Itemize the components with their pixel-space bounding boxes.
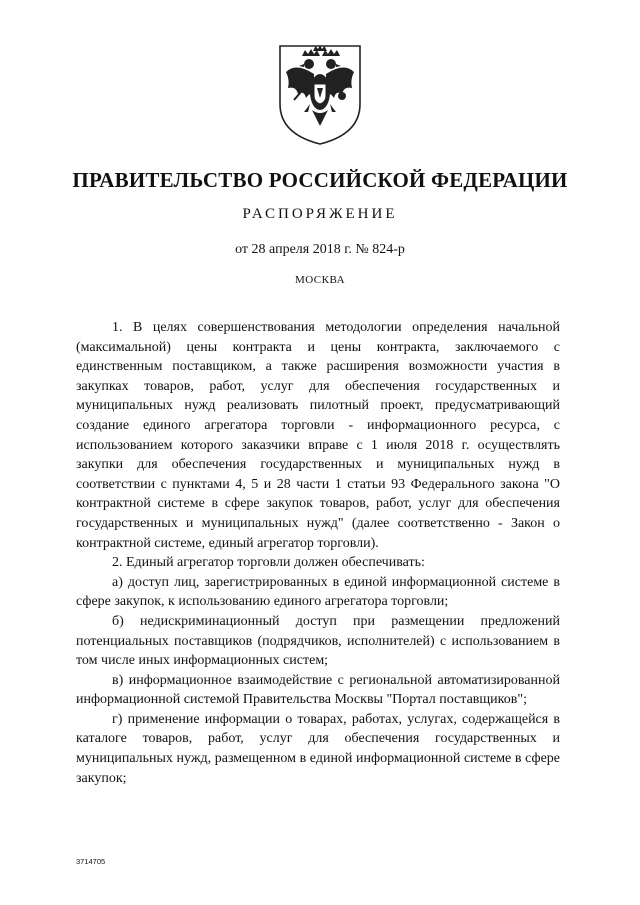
paragraph-2a: а) доступ лиц, зарегистрированных в единой информационной системе в сфере закупок, к использованию единого агрегатора торговли; xyxy=(76,574,560,610)
paragraph-2g: г) применение информации о товарах, работах, услугах, содержащейся в каталоге товаров, работ, услуг для обеспечения государственных и муниципальных нужд, размещенном в единой информационной системе в сфере закупок; xyxy=(76,711,560,786)
paragraph-2v: в) информационное взаимодействие с региональной автоматизированной информационной системой Правительства Москвы "Портал поставщиков"; xyxy=(76,672,560,708)
paragraph-1: 1. В целях совершенствования методологии определения начальной (максимальной) цены контракта и цены контракта, заключаемого с единственным поставщиком, а также расширения возможности участия в закупках товаров, работ, услуг для обеспечения государственных и муниципальных нужд реализовать пилотный проект, предусматривающий создание единого агрегатора торговли - информационного ресурса, с использованием которого заказчики вправе с 1 июля 2018 г. осуществлять закупки для обеспечения государственных и муниципальных нужд в соответствии с пунктами 4, 5 и 28 части 1 статьи 93 Федерального закона "О контрактной системе в сфере закупок товаров, работ, услуг для обеспечения государственных и муниципальных нужд" (далее соответственно - Закон о контрактной системе, единый агрегатор торговли). xyxy=(76,320,560,551)
government-title: ПРАВИТЕЛЬСТВО РОССИЙСКОЙ ФЕДЕРАЦИИ xyxy=(72,168,568,192)
document-body xyxy=(76,318,560,788)
document-barcode-id: 3714705 xyxy=(76,857,106,866)
paragraph-2: 2. Единый агрегатор торговли должен обеспечивать: xyxy=(112,555,425,571)
document-date-number: от 28 апреля 2018 г. № 824-р xyxy=(235,242,405,257)
document-type: РАСПОРЯЖЕНИЕ xyxy=(242,206,398,222)
document-place: МОСКВА xyxy=(294,274,346,286)
russian-coat-of-arms-icon xyxy=(276,42,364,148)
paragraph-2b: б) недискриминационный доступ при размещении предложений потенциальных поставщиков (подрядчиков, исполнителей) с использованием в том числе иных информационных систем; xyxy=(76,613,560,669)
